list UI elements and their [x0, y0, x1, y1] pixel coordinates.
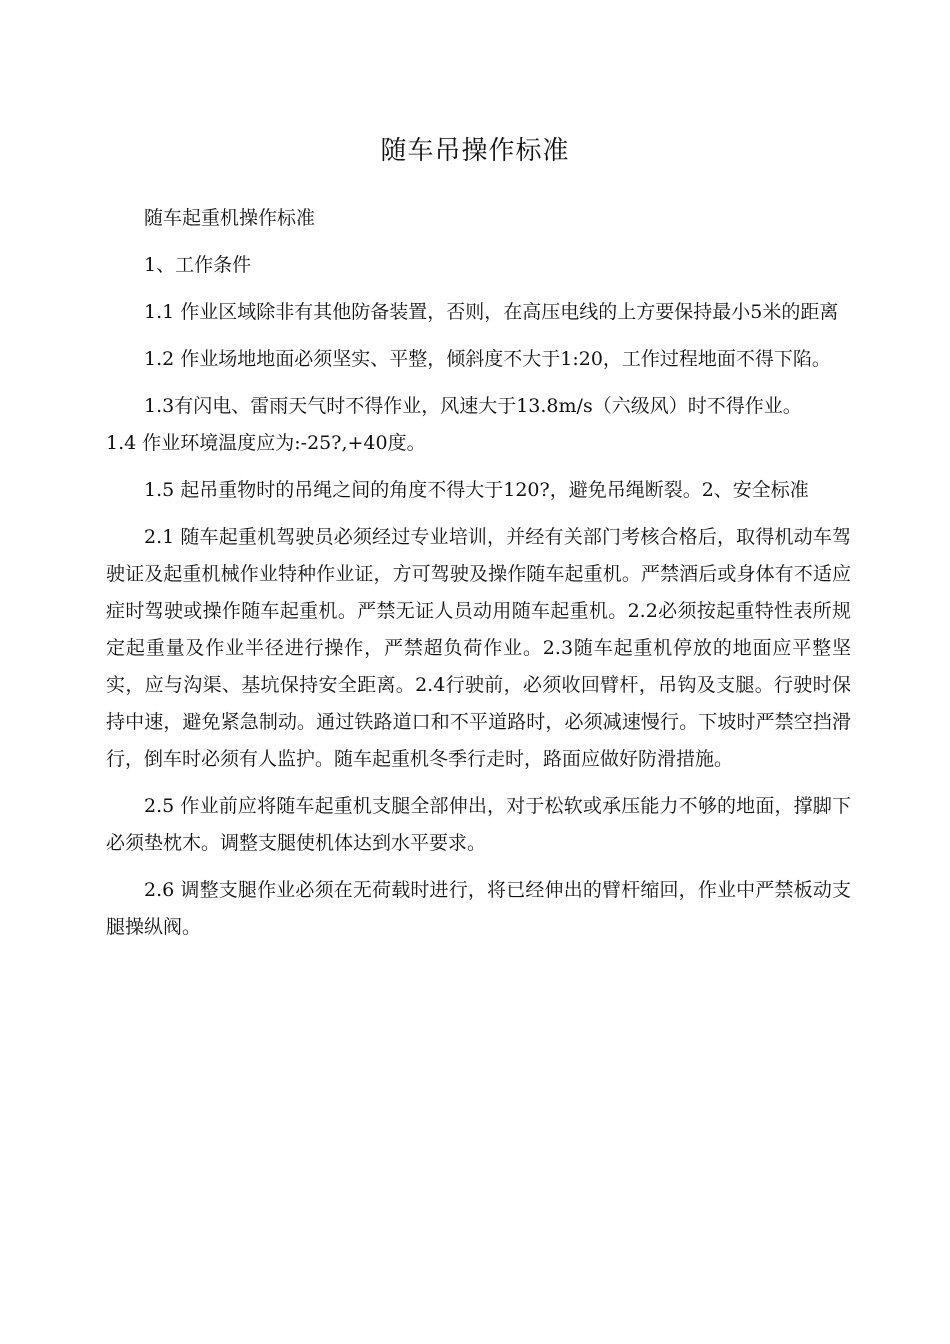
paragraph-1-3: 1.3有闪电、雷雨天气时不得作业，风速大于13.8m/s（六级风）时不得作业。: [144, 395, 802, 417]
paragraph-subtitle: 随车起重机操作标准: [144, 207, 316, 229]
paragraph-1-2: 1.2 作业场地地面必须坚实、平整，倾斜度不大于1:20，工作过程地面不得下陷。: [144, 348, 831, 370]
paragraph-1-4: 1.4 作业环境温度应为:-25?,+40度。: [106, 432, 426, 454]
paragraph-2-6: 2.6 调整支腿作业必须在无荷载时进行，将已经伸出的臂杆缩回，作业中严禁板动支腿操纵阀。: [106, 879, 851, 938]
paragraph-1-1: 1.1 作业区域除非有其他防备装置，否则，在高压电线的上方要保持最小5米的距离: [144, 301, 839, 323]
document-body: [106, 200, 851, 956]
paragraph-2-1: 2.1 随车起重机驾驶员必须经过专业培训，并经有关部门考核合格后，取得机动车驾驶证及起重机械作业特种作业证，方可驾驶及操作随车起重机。严禁酒后或身体有不适应症时驾驶或操作随车起重机。严禁无证人员动用随车起重机。2.2必须按起重特性表所规定起重量及作业半径进行操作，严禁超负荷作业。2.3随车起重机停放的地面应平整坚实，应与沟渠、基坑保持安全距离。2.4行驶前，必须收回臂杆，吊钩及支腿。行驶时保持中速，避免紧急制动。通过铁路道口和不平道路时，必须减速慢行。下坡时严禁空挡滑行，倒车时必须有人监护。随车起重机冬季行走时，路面应做好防滑措施。: [106, 526, 851, 770]
paragraph-2-5: 2.5 作业前应将随车起重机支腿全部伸出，对于松软或承压能力不够的地面，撑脚下必须垫枕木。调整支腿使机体达到水平要求。: [106, 795, 851, 854]
paragraph-section-1: 1、工作条件: [144, 254, 252, 276]
paragraph-1-5: 1.5 起吊重物时的吊绳之间的角度不得大于120?，避免吊绳断裂。2、安全标准: [144, 479, 809, 501]
document-title: 随车吊操作标准: [380, 136, 570, 166]
